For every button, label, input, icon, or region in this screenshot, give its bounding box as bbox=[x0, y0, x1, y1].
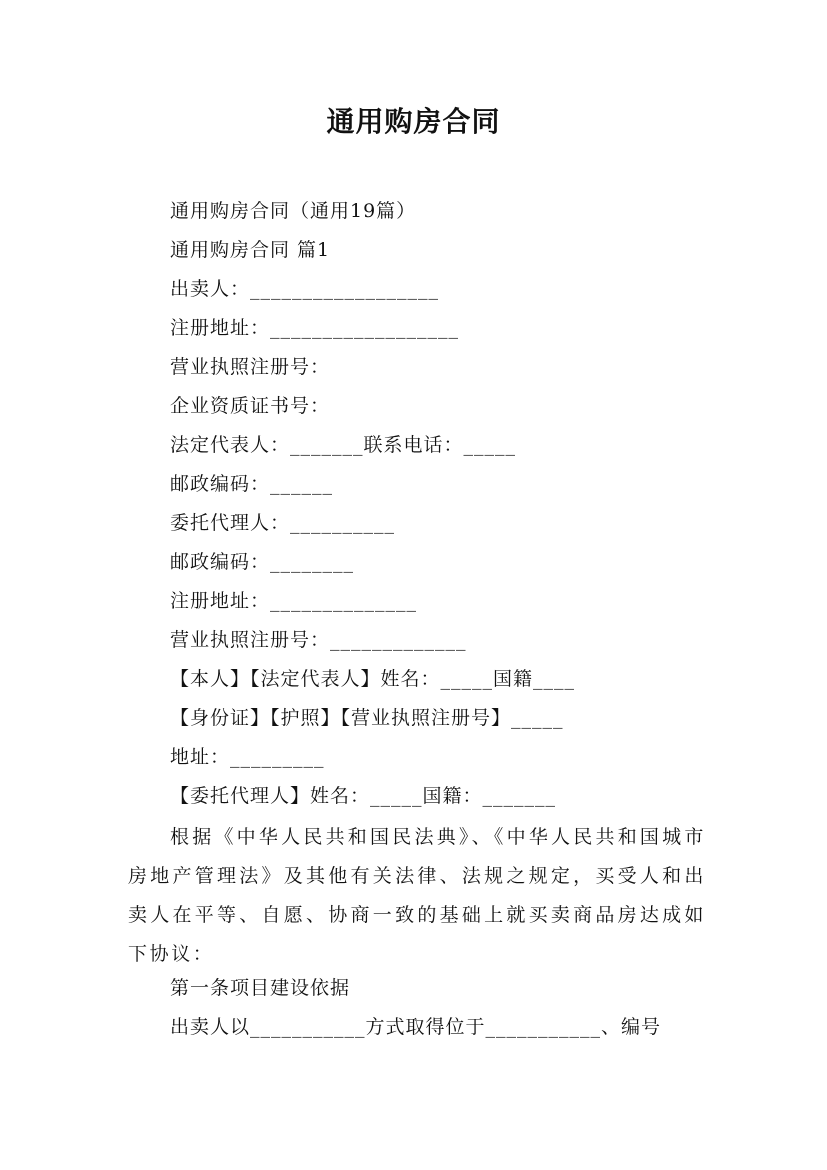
legal-rep-line: 法定代表人：_______联系电话：_____ bbox=[170, 434, 517, 456]
preamble-paragraph: 根据《中华人民共和国民法典》、《中华人民共和国城市房地产管理法》及其他有关法律、法规之规定，买受人和出卖人在平等、自愿、协商一致的基础上就买卖商品房达成如下协议： bbox=[128, 826, 706, 965]
business-license-line: 营业执照注册号： bbox=[170, 356, 331, 378]
business-license-line-2: 营业执照注册号：_____________ bbox=[170, 629, 467, 651]
seller-line: 出卖人：__________________ bbox=[170, 278, 440, 300]
buyer-agent-line: 【委托代理人】姓名：_____国籍：_______ bbox=[170, 785, 557, 807]
buyer-name-line: 【本人】【法定代表人】姓名：_____国籍____ bbox=[170, 668, 576, 690]
article-heading: 第一条项目建设依据 bbox=[170, 977, 351, 999]
article-first-line: 出卖人以___________方式取得位于___________、编号 bbox=[170, 1016, 662, 1038]
postal-code-line: 邮政编码：______ bbox=[170, 473, 334, 495]
qualification-cert-line: 企业资质证书号： bbox=[170, 395, 331, 417]
document-title: 通用购房合同 bbox=[326, 105, 501, 138]
buyer-address-line: 地址：_________ bbox=[170, 746, 325, 768]
postal-code-line-2: 邮政编码：________ bbox=[170, 551, 355, 573]
registered-address-line: 注册地址：__________________ bbox=[170, 317, 460, 339]
contract-section-heading: 通用购房合同 篇1 bbox=[170, 239, 331, 261]
contract-subtitle: 通用购房合同（通用19篇） bbox=[170, 200, 417, 222]
registered-address-line-2: 注册地址：______________ bbox=[170, 590, 418, 612]
buyer-id-line: 【身份证】【护照】【营业执照注册号】_____ bbox=[170, 707, 564, 729]
agent-line: 委托代理人：__________ bbox=[170, 512, 396, 534]
